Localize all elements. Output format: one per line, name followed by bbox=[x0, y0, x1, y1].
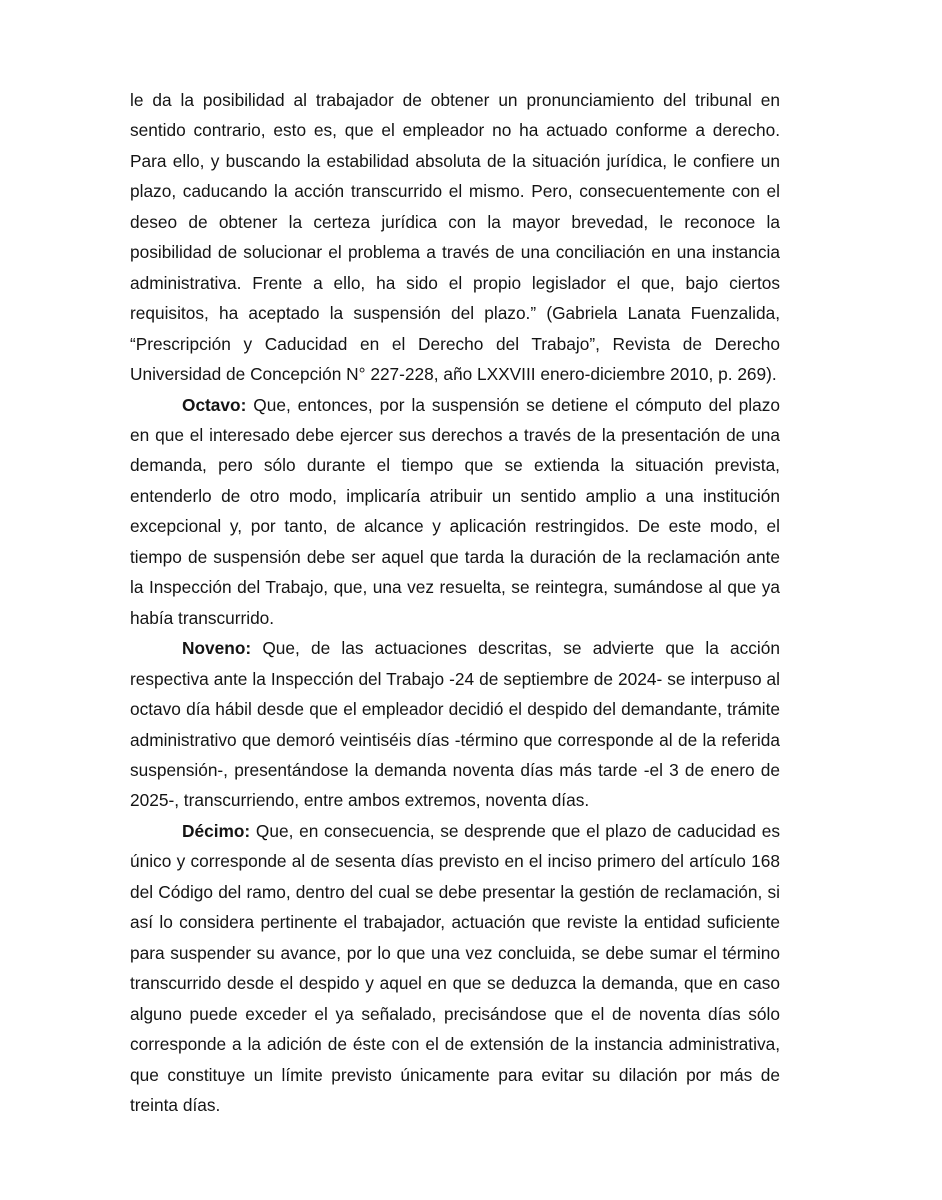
paragraph-text: le da la posibilidad al trabajador de obtener un pronunciamiento del tribunal en sentido contrario, esto es, que el empleador no ha actuado conforme a derecho. Para ello, y buscando la estabilidad absoluta de la situación jurídica, le confiere un plazo, caducando la acción transcurrido el mismo. Pero, consecuentemente con el deseo de obtener la certeza jurídica con la mayor brevedad, le reconoce la posibilidad de solucionar el problema a través de una conciliación en una instancia administrativa. Frente a ello, ha sido el propio legislador el que, bajo ciertos requisitos, ha aceptado la suspensión del plazo.” (Gabriela Lanata Fuenzalida, “Prescripción y Caducidad en el Derecho del Trabajo”, Revista de Derecho Universidad de Concepción N° 227-228, año LXXVIII enero-diciembre 2010, p. 269). bbox=[130, 90, 780, 385]
paragraph-decimo bbox=[130, 816, 780, 1121]
document-page bbox=[130, 85, 780, 1120]
paragraph-noveno bbox=[130, 633, 780, 816]
paragraph-text: Que, de las actuaciones descritas, se advierte que la acción respectiva ante la Inspección del Trabajo -24 de septiembre de 2024- se interpuso al octavo día hábil desde que el empleador decidió el despido del demandante, trámite administrativo que demoró veintiséis días -término que corresponde al de la referida suspensión-, presentándose la demanda noventa días más tarde -el 3 de enero de 2025-, transcurriendo, entre ambos extremos, noventa días. bbox=[130, 638, 780, 811]
paragraph-heading-octavo: Octavo: bbox=[182, 394, 247, 415]
paragraph-heading-noveno: Noveno: bbox=[182, 638, 252, 659]
paragraph-octavo bbox=[130, 390, 780, 634]
paragraph-text: Que, en consecuencia, se desprende que el plazo de caducidad es único y corresponde al de sesenta días previsto en el inciso primero del artículo 168 del Código del ramo, dentro del cual se debe presentar la gestión de reclamación, si así lo considera pertinente el trabajador, actuación que reviste la entidad suficiente para suspender su avance, por lo que una vez concluida, se debe sumar el término transcurrido desde el despido y aquel en que se deduzca la demanda, que en caso alguno puede exceder el ya señalado, precisándose que el de noventa días sólo corresponde a la adición de éste con el de extensión de la instancia administrativa, que constituye un límite previsto únicamente para evitar su dilación por más de treinta días. bbox=[130, 820, 780, 1115]
paragraph-heading-decimo: Décimo: bbox=[182, 820, 251, 841]
paragraph-continuation bbox=[130, 85, 780, 390]
paragraph-text: Que, entonces, por la suspensión se detiene el cómputo del plazo en que el interesado debe ejercer sus derechos a través de la presentación de una demanda, pero sólo durante el tiempo que se extienda la situación prevista, entenderlo de otro modo, implicaría atribuir un sentido amplio a una institución excepcional y, por tanto, de alcance y aplicación restringidos. De este modo, el tiempo de suspensión debe ser aquel que tarda la duración de la reclamación ante la Inspección del Trabajo, que, una vez resuelta, se reintegra, sumándose al que ya había transcurrido. bbox=[130, 394, 780, 628]
